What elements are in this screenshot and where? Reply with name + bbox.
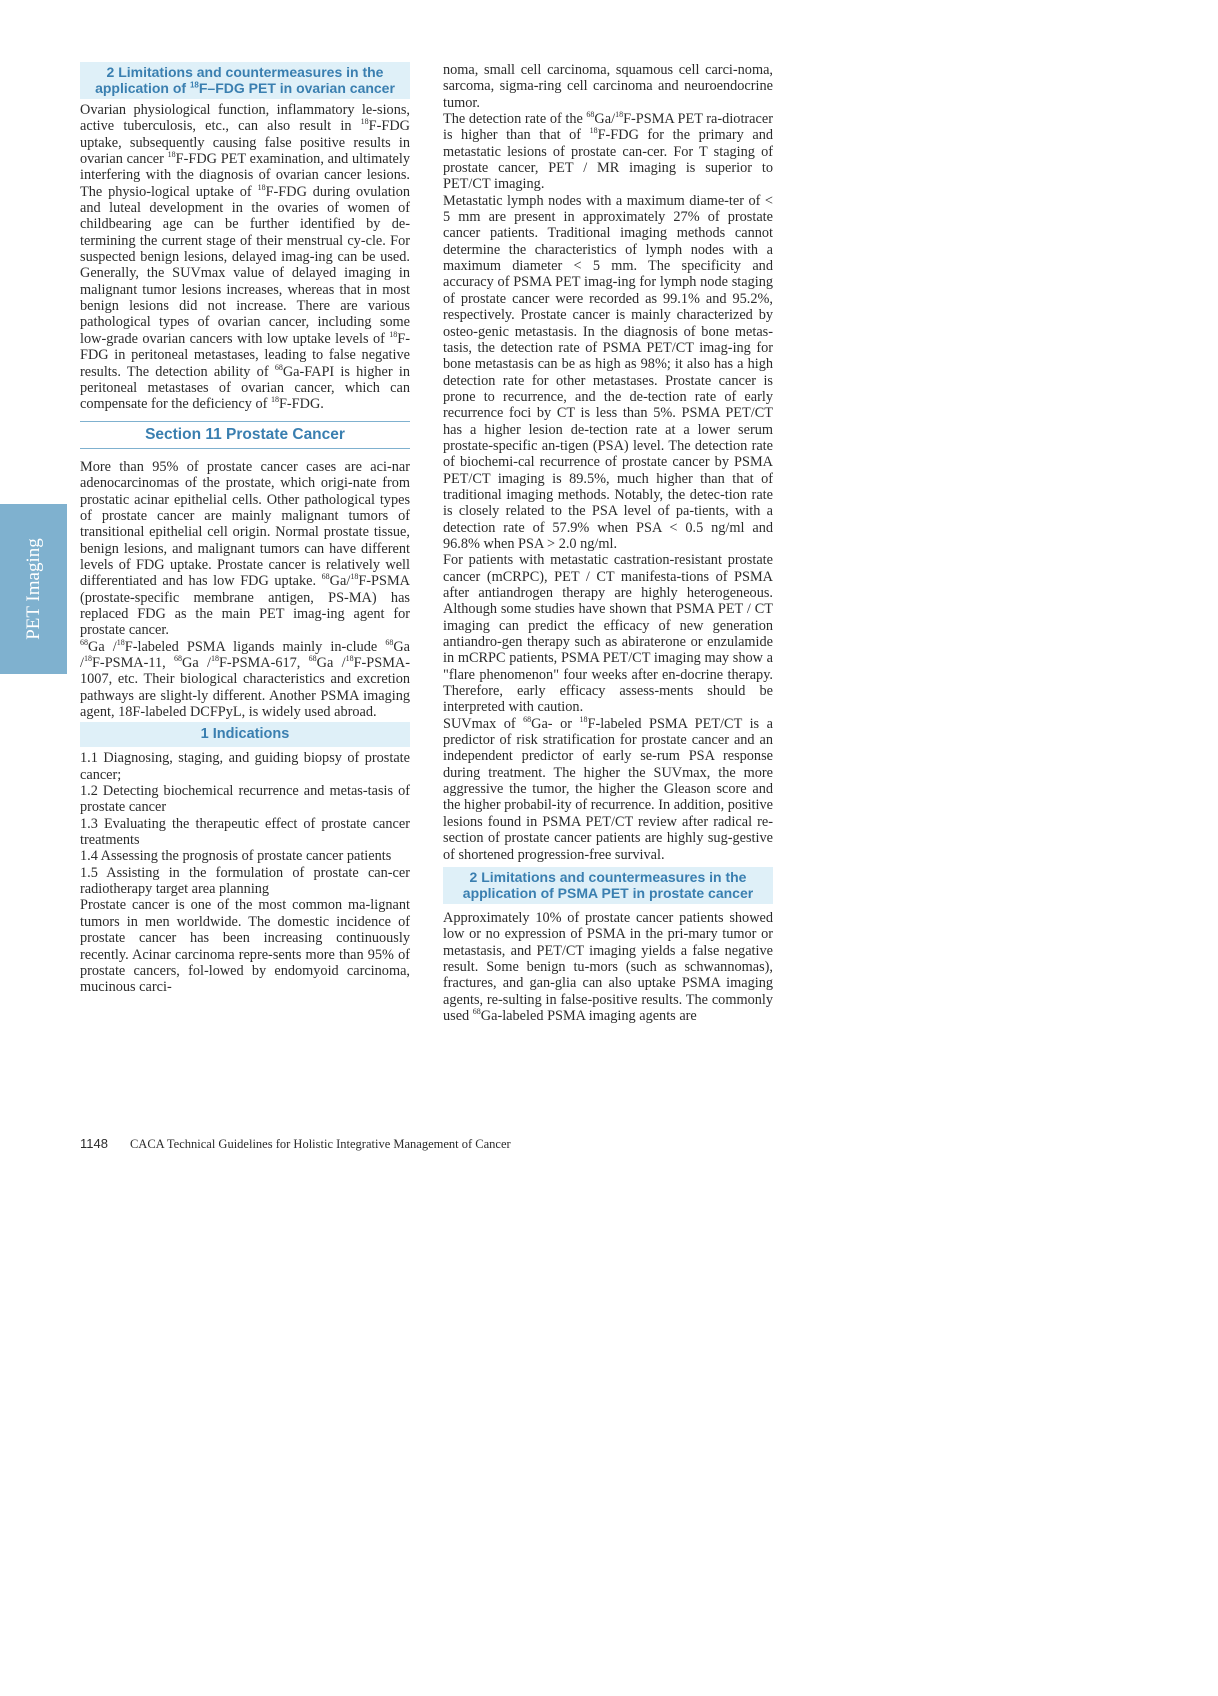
right-paragraph-3: Metastatic lymph nodes with a maximum diame-ter of < 5 mm are present in approximately 27% of prostate cancer patients. Traditional imaging methods cannot determine the characteristics of lymph nodes with a maximum diameter < 5 mm. The specificity and accuracy of PSMA PET imag-ing for lymph node staging of prostate cancer were recorded as 99.1% and 95.2%, respectively. Prostate cancer is mainly characterized by osteo-genic metastasis. In the diagnosis of bone metas-tasis, the detection rate of PSMA PET/CT imag-ing for bone metastasis can be as high as 98%; it also has a high detection rate for other metastases. Prostate cancer is prone to recurrence, and the de-tection rate of early recurrence foci by CT is less than 5%. PSMA PET/CT has a higher lesion de-tection rate at a lower serum prostate-specific an-tigen (PSA) level. The detection rate of biochemi-cal recurrence of prostate cancer by PSMA PET/CT imaging is 89.5%, much higher than that of traditional imaging methods. Notably, the detec-tion rate is closely related to the PSA level of pa-tients, with a detection rate of 57.9% when PSA < 0.5 ng/ml and 96.8% when PSA > 2.0 ng/ml.	[443, 192, 774, 552]
indication-item: 1.1 Diagnosing, staging, and guiding biopsy of	[80, 750, 360, 767]
right-column	[443, 62, 773, 1024]
running-title: CACA Technical Guidelines for Holistic Integrative Management of Cancer	[129, 1137, 511, 1151]
heading-psma-limitations: 2 Limitations and countermeasures in the application of PSMA PET in prostate cancer	[443, 867, 773, 904]
left-column	[80, 62, 410, 996]
page-footer	[80, 1136, 511, 1152]
right-paragraph-5: SUVmax of $^{68}$Ga- or $^{18}$F-labeled PSMA PET/CT is a predictor of risk stratification for prostate cancer and an independent predictor of early se-rum PSA response during treatment. The higher the SUVmax, the more aggressive the tumor, the higher the Gleason score and the higher probabil-ity of recurrence. In addition, positive lesions found in PSMA PET/CT review after radical re-section of prostate cancer patients are highly sug-gestive of shortened progression-free survival.	[443, 714, 774, 863]
prostate-paragraph-3: Prostate cancer is one of the most common ma-lignant tumors in men worldwide. The domestic incidence of prostate cancer has been increasing continuously recently. Acinar carcinoma repre-sents more than 95% of prostate cancers, fol-lowed by endomyoid carcinoma, mucinous carci-	[80, 897, 410, 996]
side-tab	[0, 504, 67, 674]
heading-fdg-limitations: 2 Limitations and countermeasures in the application of $^{18}$F–FDG PET in ovarian cancer	[80, 62, 410, 99]
right-paragraph-1: noma, small cell carcinoma, squamous cell carci-noma, sarcoma, sigma-ring cell carcinoma and neuroendocrine tumor.	[443, 62, 773, 111]
indication-item: 1.3 Evaluating the therapeutic effect of prostate	[80, 815, 367, 832]
page-number: 1148	[80, 1136, 108, 1151]
side-tab-label: PET Imaging	[22, 538, 44, 640]
ovarian-paragraph: Ovarian physiological function, inflammatory le-sions, active tuberculosis, etc., can also result in $^{18}$F-FDG uptake, subsequently causing false positive results in ovarian cancer $^{18}$F-FDG PET examination, and ultimately interfering with the diagnosis of ovarian cancer lesions. The physio-logical uptake of $^{18}$F-FDG during ovulation and luteal development in the ovaries of women of childbearing age can be further identified by de-termining the current stage of their menstrual cy-cle. For suspected benign lesions, delayed imag-ing can be used. Generally, the SUVmax value of delayed imaging in malignant tumor lesions increases, whereas that in most benign lesions did not increase. There are various pathological types of ovarian cancer, including some low-grade ovarian cancers with low uptake levels of $^{18}$F-FDG in peritoneal metastases, leading to false negative results. The detection ability of $^{68}$Ga-FAPI is higher in peritoneal metastases of ovarian cancer, which can compensate for the deficiency of $^{18}$F-FDG.	[80, 102, 411, 413]
indication-item: 1.2 Detecting biochemical recurrence and metas-	[80, 783, 368, 800]
indications-list: 1.1 Diagnosing, staging, and guiding biopsy of prostate cancer; 1.2 Detecting biochemical recurrence and metas-tasis of prostate cancer 1.3 Evaluating the therapeutic effect of prostate cancer treatments 1.4 Assessing the prognosis of prostate cancer patients 1.5 Assisting in the formulation of prostate can-cer radiotherapy target area planning	[80, 750, 411, 898]
prostate-paragraph-2: $^{68}$Ga /$^{18}$F-labeled PSMA ligands mainly in-clude $^{68}$Ga /$^{18}$F-PSMA-11, $^{68}$Ga /$^{18}$F-PSMA-617, $^{68}$Ga /$^{18}$F-PSMA-1007, etc. Their biological characteristics and excretion pathways are slight-ly different. Another PSMA imaging agent, 18F-labeled DCFPyL, is widely used abroad.	[80, 637, 411, 721]
indication-item: 1.4 Assessing the prognosis of prostate cancer	[80, 848, 344, 865]
right-paragraph-4: For patients with metastatic castration-resistant prostate cancer (mCRPC), PET / CT manifesta-tions of PSMA after antiandrogen therapy are highly heterogeneous. Although some studies have shown that PSMA PET / CT imaging can predict the efficacy of new generation antiandro-gen therapy such as abiraterone or enzulamide in mCRPC patients, PSMA PET/CT imaging may show a "flare phenomenon" four weeks after en-docrine therapy. Therefore, early efficacy assess-ments should be interpreted with caution.	[443, 552, 774, 716]
right-paragraph-2: The detection rate of the $^{68}$Ga/$^{18}$F-PSMA PET ra-diotracer is higher than that of $^{18}$F-FDG for the primary and metastatic lesions of prostate can-cer. For T staging of prostate cancer, PET / MR imaging is superior to PET/CT imaging.	[443, 110, 773, 193]
right-paragraph-6: Approximately 10% of prostate cancer patients showed low or no expression of PSMA in the pri-mary tumor or metastasis, and PET/CT imaging yields a false negative result. Some benign tu-mors (such as schwannomas), fractures, and gan-glia can also uptake PSMA imaging agents, re-sulting in false-positive results. The commonly used $^{68}$Ga-labeled PSMA imaging agents are	[443, 909, 774, 1024]
indication-item: 1.5 Assisting in the formulation of prostate can-	[80, 864, 393, 881]
heading-indications: 1 Indications	[80, 722, 410, 747]
prostate-paragraph-1: More than 95% of prostate cancer cases are aci-nar adenocarcinomas of the prostate, which origi-nate from prostatic acinar epithelial cells. Other pathological types of prostate cancer are mainly malignant tumors of transitional epithelial cell origin. Normal prostate tissue, benign lesions, and malignant tumors can have different levels of FDG uptake. Prostate cancer is relatively well differentiated and has low FDG uptake. $^{68}$Ga/$^{18}$F-PSMA (prostate-specific membrane antigen, PS-MA) has replaced FDG as the main PET imag-ing agent for prostate cancer.	[80, 458, 411, 639]
section-title: Section 11 Prostate Cancer	[80, 421, 410, 449]
